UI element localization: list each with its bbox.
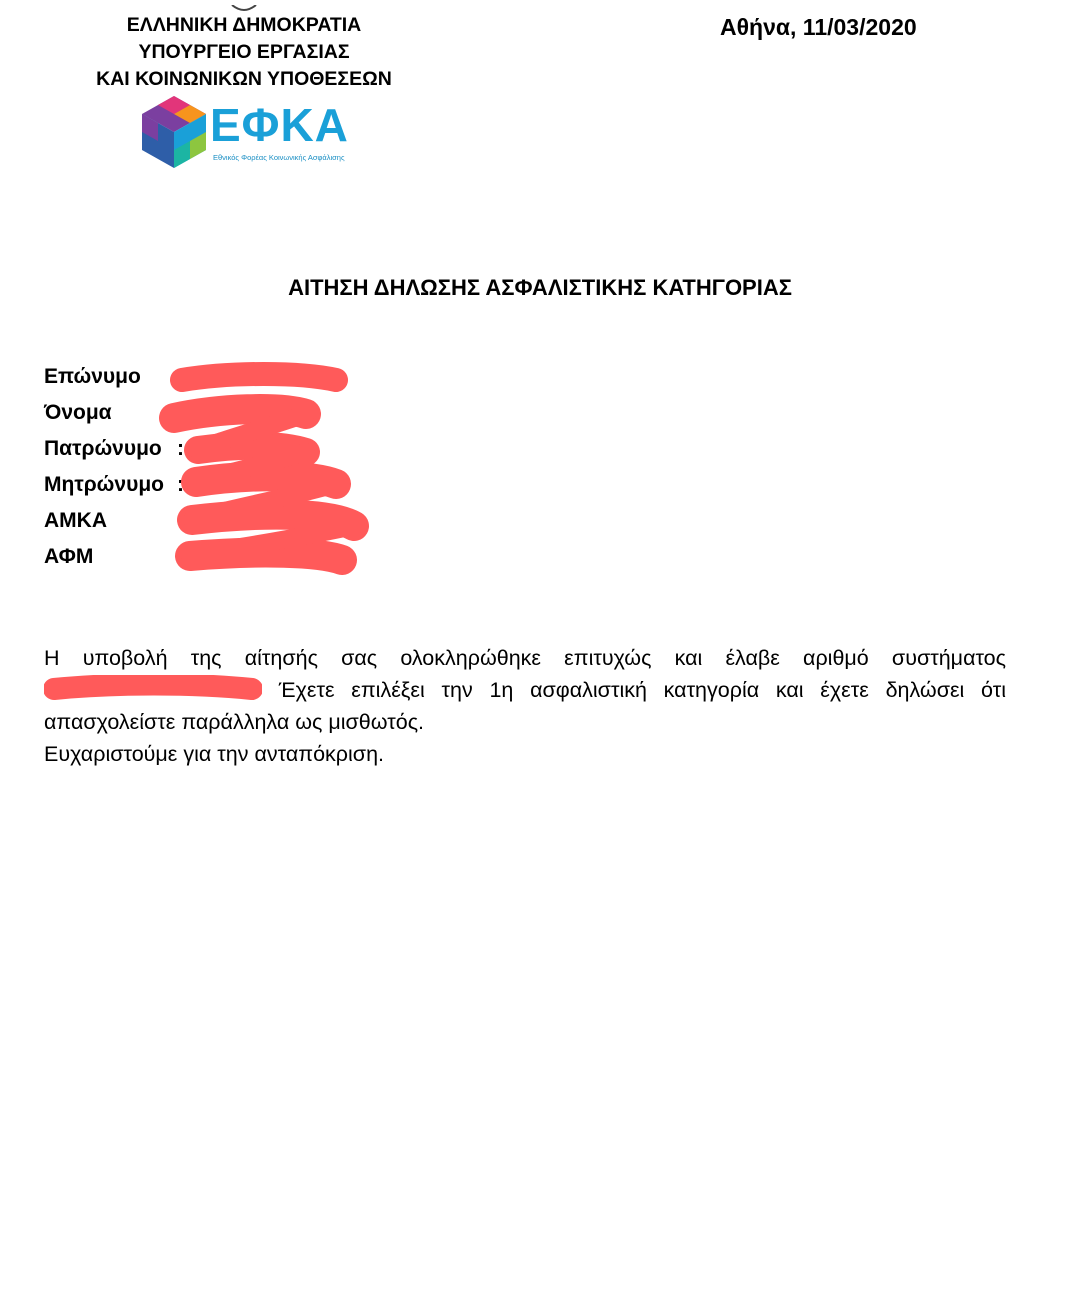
coat-of-arms-fragment	[230, 0, 258, 8]
header-line-affairs: ΚΑΙ ΚΟΙΝΩΝΙΚΩΝ ΥΠΟΘΕΣΕΩΝ	[96, 68, 392, 90]
efka-logo	[140, 94, 360, 170]
field-label: ΑΦΜ	[44, 545, 94, 568]
message-line: απασχολείστε παράλληλα ως μισθωτός.	[44, 710, 425, 734]
field-label: Όνομα	[44, 401, 112, 424]
ministry-header	[96, 12, 392, 93]
redaction-scribble	[110, 360, 380, 590]
message-text: Έχετε επιλέξει την 1η ασφαλιστική κατηγορία και έχετε δηλώσει ότι	[278, 678, 1006, 702]
field-label: Πατρώνυμο	[44, 437, 162, 460]
thanks-text: Ευχαριστούμε για την ανταπόκριση.	[44, 742, 385, 766]
message-line: Η υποβολή της αίτησής σας ολοκληρώθηκε επιτυχώς και έλαβε αριθμό συστήματος	[44, 646, 1006, 670]
message-line	[44, 674, 1006, 706]
logo-subtitle: Εθνικός Φορέας Κοινωνικής Ασφάλισης	[213, 153, 345, 162]
field-label: ΑΜΚΑ	[44, 509, 107, 532]
header-line-republic: ΕΛΛΗΝΙΚΗ ΔΗΜΟΚΡΑΤΙΑ	[126, 14, 362, 36]
field-label: Επώνυμο	[44, 365, 141, 388]
document-title: ΑΙΤΗΣΗ ΔΗΛΩΣΗΣ ΑΣΦΑΛΙΣΤΙΚΗΣ ΚΑΤΗΓΟΡΙΑΣ	[288, 275, 792, 300]
redacted-system-number	[44, 677, 262, 701]
field-colon: :	[177, 545, 184, 568]
header-line-ministry: ΥΠΟΥΡΓΕΙΟ ΕΡΓΑΣΙΑΣ	[138, 41, 350, 63]
field-colon: :	[177, 509, 184, 532]
document-date: Αθήνα, 11/03/2020	[720, 14, 917, 40]
field-value: Α	[191, 473, 207, 496]
field-label: Μητρώνυμο	[44, 473, 165, 496]
field-colon: :	[177, 473, 184, 496]
field-colon: :	[177, 437, 184, 460]
efka-cube-icon	[140, 94, 208, 170]
logo-title: ΕΦΚΑ	[210, 99, 349, 151]
confirmation-message	[44, 642, 1006, 738]
